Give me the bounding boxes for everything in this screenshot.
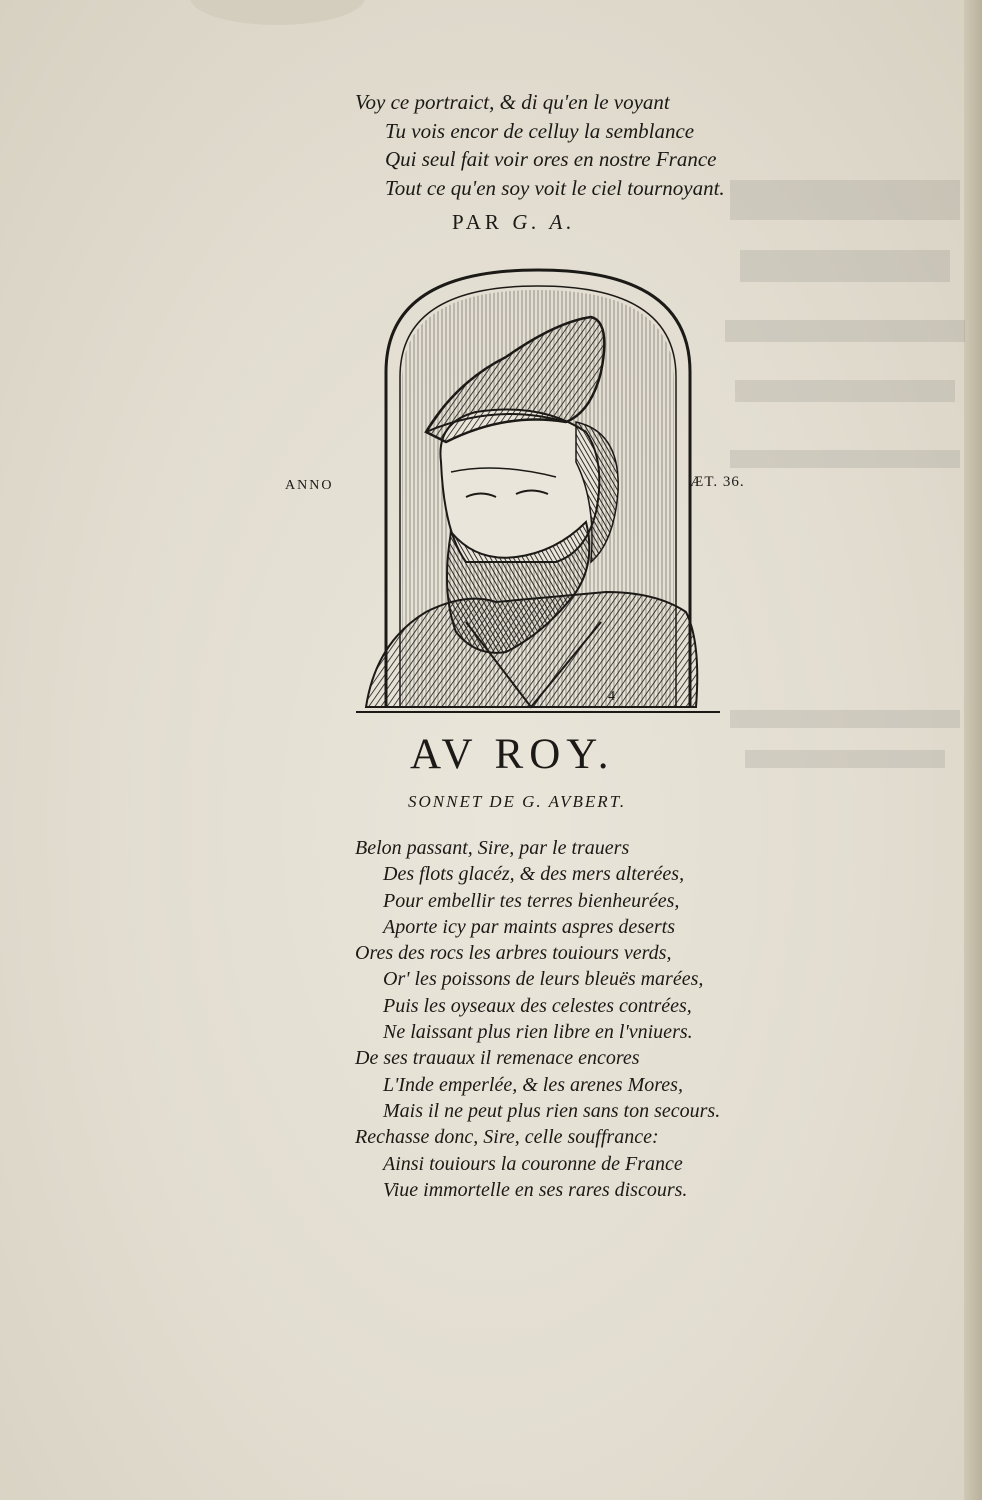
- sonnet-subtitle: SONNET DE G. AVBERT.: [408, 792, 627, 811]
- sonnet-line: Ainsi touiours la couronne de France: [383, 1152, 683, 1175]
- sonnet-line: Ores des rocs les arbres touiours verds,: [355, 942, 672, 965]
- sonnet-line: Aporte icy par maints aspres deserts: [383, 915, 676, 938]
- page-title: AV ROY.: [410, 731, 615, 778]
- attribution-initials: G. A.: [512, 210, 576, 234]
- sonnet-line: Puis les oyseaux des celestes contrées,: [383, 994, 692, 1017]
- paper-stain: [190, 0, 365, 25]
- epigram-line: Voy ce portraict, & di qu'en le voyant: [355, 90, 670, 114]
- epigram: [355, 88, 755, 202]
- epigram-line: Tout ce qu'en soy voit le ciel tournoyant.: [385, 175, 725, 200]
- show-through-marks: [720, 150, 980, 850]
- sonnet-line: Viue immortelle en ses rares discours.: [383, 1178, 688, 1201]
- sonnet-line: L'Inde emperlée, & les arenes Mores,: [383, 1073, 683, 1096]
- attribution-prefix: PAR: [452, 210, 503, 234]
- sonnet-line: Belon passant, Sire, par le trauers: [355, 837, 630, 859]
- sonnet-line: Rechasse donc, Sire, celle souffrance:: [355, 1126, 659, 1149]
- sonnet: [355, 835, 775, 1203]
- sonnet-line: De ses trauaux il remenace encores: [355, 1047, 640, 1070]
- sonnet-line: Or' les poissons de leurs bleuës marées,: [383, 968, 704, 991]
- signature-mark: 4: [608, 689, 615, 704]
- portrait-caption-right: ÆT. 36.: [690, 474, 745, 490]
- epigram-line: Qui seul fait voir ores en nostre France: [385, 147, 717, 171]
- epigram-line: Tu vois encor de celluy la semblance: [385, 118, 695, 143]
- sonnet-line: Mais il ne peut plus rien sans ton secours.: [383, 1099, 721, 1122]
- sonnet-line: Pour embellir tes terres bienheurées,: [383, 889, 680, 912]
- epigram-attribution: [452, 210, 576, 235]
- page-edge: [964, 0, 982, 1500]
- sonnet-line: Des flots glacéz, & des mers alterées,: [383, 863, 685, 886]
- portrait-caption-left: ANNO: [285, 478, 334, 493]
- show-through-text: [720, 150, 980, 850]
- woodcut-portrait: [356, 262, 720, 717]
- sonnet-line: Ne laissant plus rien libre en l'vniuers.: [383, 1021, 693, 1044]
